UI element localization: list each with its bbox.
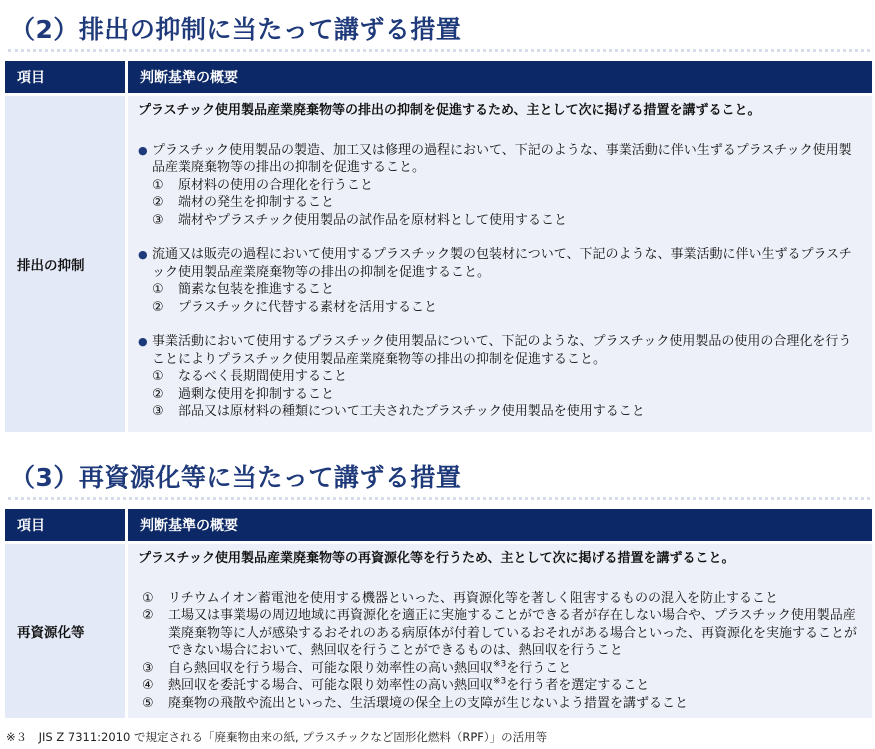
item-label: 再資源化等 xyxy=(17,625,85,641)
sub-list xyxy=(138,590,862,713)
sub-list xyxy=(138,177,862,230)
footnote-ref: ※3 xyxy=(493,659,507,670)
col-item-header: 項目 xyxy=(5,509,128,544)
item-cell xyxy=(5,544,128,718)
bullet-icon: ● xyxy=(138,248,148,261)
list-item: ③ 自ら熱回収を行う場合、可能な限り効率性の高い熱回収$^{※3}$を行うこと xyxy=(142,659,572,676)
lead-text: プラスチック使用製品産業廃棄物等の排出の抑制を促進するため、主として次に掲げる措置を講ずること。 xyxy=(138,103,761,118)
list-item: ② 端材の発生を抑制すること xyxy=(152,195,335,210)
section2-heading: （2）排出の抑制に当たって講ずる措置 xyxy=(10,15,462,44)
summary-cell xyxy=(128,544,872,718)
lead-text: プラスチック使用製品産業廃棄物等の再資源化等を行うため、主として次に掲げる措置を講ずること。 xyxy=(138,551,735,566)
list-item: ③ 端材やプラスチック使用製品の試作品を原材料として使用すること xyxy=(152,212,567,228)
bullet-icon: ● xyxy=(138,143,148,157)
list-item: ① 簡素な包装を推進すること xyxy=(152,282,335,297)
item-cell xyxy=(5,96,128,432)
list-item: ① 原材料の使用の合理化を行うこと xyxy=(152,177,374,193)
list-item: ② プラスチックに代替する素材を活用すること xyxy=(152,299,437,315)
col-summary-header: 判断基準の概要 xyxy=(128,509,872,544)
bullet-paragraph: ● 流通又は販売の過程において使用するプラスチック製の包装材について、下記のような、事業活動に伴い生ずるプラスチック使用製品産業廃棄物等の排出の抑制を促進すること。 xyxy=(138,247,852,280)
list-item: ③ 部品又は原材料の種類について工夫されたプラスチック使用製品を使用すること xyxy=(152,404,645,419)
section3-divider xyxy=(8,497,870,500)
section2-table xyxy=(5,61,872,432)
list-item: ④ 熱回収を委託する場合、可能な限り効率性の高い熱回収$^{※3}$を行う者を選定すること xyxy=(142,676,650,693)
list-item: ② 過剰な使用を抑制すること xyxy=(152,386,335,402)
footnote: ※３ JIS Z 7311:2010 で規定される「廃棄物由来の紙, プラスチックなど固形化燃料（RPF）」の活用等 xyxy=(6,730,548,744)
col-summary-header: 判断基準の概要 xyxy=(128,61,872,96)
col-item-header: 項目 xyxy=(5,61,128,96)
bullet-paragraph: ● プラスチック使用製品の製造、加工又は修理の過程において、下記のような、事業活動に伴い生ずるプラスチック使用製品産業廃棄物等の排出の抑制を促進すること。 xyxy=(138,142,852,175)
sub-list xyxy=(138,368,862,421)
summary-cell xyxy=(128,96,872,432)
section2-divider xyxy=(8,49,870,52)
section3-table xyxy=(5,509,872,718)
list-item: ① リチウムイオン蓄電池を使用する機器といった、再資源化等を著しく阻害するものの混入を防止すること xyxy=(142,590,778,606)
item-label: 排出の抑制 xyxy=(17,258,85,274)
list-item: ⑤ 廃棄物の飛散や流出といった、生活環境の保全上の支障が生じないよう措置を講ずること xyxy=(142,695,689,711)
footnote-ref: ※3 xyxy=(493,676,507,687)
bullet-icon: ● xyxy=(138,335,148,348)
bullet-paragraph: ● 事業活動において使用するプラスチック使用製品について、下記のような、プラスチック使用製品の使用の合理化を行うことによりプラスチック使用製品産業廃棄物等の排出の抑制を促進すること。 xyxy=(138,334,852,367)
sub-list xyxy=(138,281,862,316)
list-item: ② 工場又は事業場の周辺地域に再資源化を適正に実施することができる者が存在しない場合や、プラスチック使用製品産業廃棄物等に人が感染するおそれのある病原体が付着しているおそれがある場合といった、再資源化を実施することができない場合において、熱回収を行うことができるものは、熱回収を行うこと xyxy=(142,608,858,658)
list-item: ① なるべく長期間使用すること xyxy=(152,369,348,384)
section3-heading: （3）再資源化等に当たって講ずる措置 xyxy=(10,463,462,492)
